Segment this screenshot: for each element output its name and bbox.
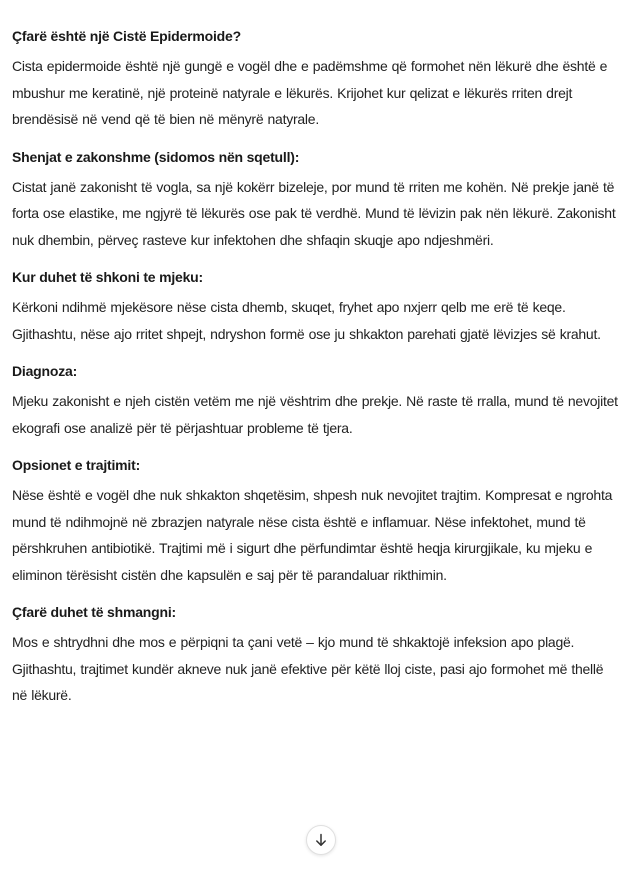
section-paragraph: Cistat janë zakonisht të vogla, sa një kokërr bizeleje, por mund të rriten me kohën. Në prekje janë të forta ose elastike, me ngjyrë të lëkurës ose pak të verdhë. Mund të lëvizin pak nën lëkurë. Zakonisht nuk dhembin, përveç rasteve kur infektohen dhe shfaqin skuqje apo ndjeshmëri. (12, 178, 616, 248)
section-heading: Çfarë duhet të shmangni: (12, 604, 176, 620)
section-paragraph: Mos e shtrydhni dhe mos e përpiqni ta çani vetë – kjo mund të shkaktojë infeksion apo plagë. Gjithashtu, trajtimet kundër akneve nuk janë efektive për këtë lloj ciste, pasi ajo formohet më thellë në lëkurë. (12, 634, 604, 703)
section-what-to-avoid (12, 602, 619, 709)
section-heading: Opsionet e trajtimit: (12, 457, 141, 473)
section-when-see-doctor (12, 267, 619, 347)
section-paragraph: Mjeku zakonisht e njeh cistën vetëm me një vështrim dhe prekje. Në raste të rralla, mund të nevojitet ekografi ose analizë për të përjashtuar probleme të tjera. (12, 393, 618, 436)
section-what-is-cyst (12, 26, 619, 133)
section-paragraph: Nëse është e vogël dhe nuk shkakton shqetësim, shpesh nuk nevojitet trajtim. Kompresat e ngrohta mund të ndihmojnë në zbrazjen natyrale nëse cista është e inflamuar. Nëse infektohet, mund të përshkruhen antibiotikë. Trajtimi më i sigurt dhe përfundimtar është heqja kirurgjikale, ku mjeku e eliminon tërësisht cistën dhe kapsulën e saj për të parandaluar rikthimin. (12, 487, 613, 583)
section-heading: Çfarë është një Cistë Epidermoide? (12, 28, 241, 44)
section-paragraph: Cista epidermoide është një gungë e vogël dhe e padëmshme që formohet nën lëkurë dhe është e mbushur me keratinë, një proteinë natyrale e lëkurës. Krijohet kur qelizat e lëkurës rriten drejt brendësisë në vend që të bien në mënyrë natyrale. (12, 58, 608, 127)
section-heading: Shenjat e zakonshme (sidomos nën sqetull): (12, 148, 300, 165)
section-common-signs (12, 147, 619, 254)
section-heading: Kur duhet të shkoni te mjeku: (12, 269, 203, 285)
section-heading: Diagnoza: (12, 363, 78, 379)
arrow-down-icon (314, 833, 328, 847)
section-paragraph: Kërkoni ndihmë mjekësore nëse cista dhemb, skuqet, fryhet apo nxjerr qelb me erë të keqe. Gjithashtu, nëse ajo rritet shpejt, ndryshon formë ose ju shkakton parehati gjatë lëvizjes së krahut. (12, 299, 601, 342)
scroll-to-bottom-button[interactable] (306, 825, 336, 855)
section-diagnosis (12, 361, 619, 441)
section-treatment-options (12, 455, 619, 588)
